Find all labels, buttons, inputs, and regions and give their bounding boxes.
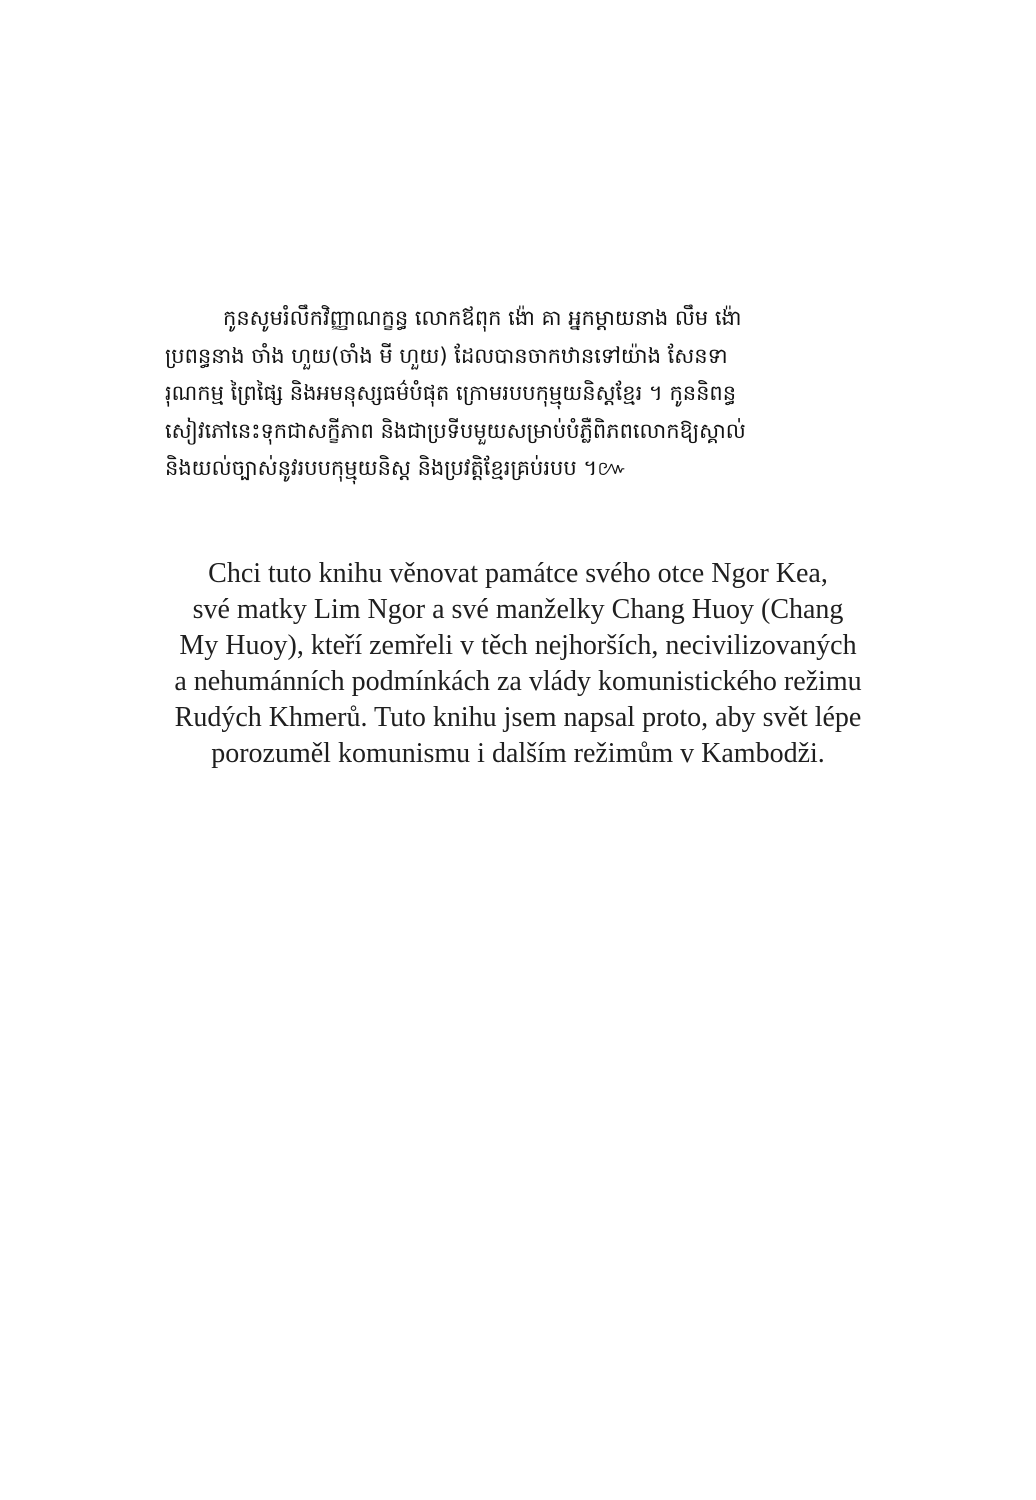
khmer-dedication xyxy=(165,300,865,488)
khmer-line: រុណកម្ម ព្រៃផ្សៃ និងអមនុស្សធម៌បំផុត ក្រោមរបបកុម្មុយនិស្តខ្មែរ ។ កូននិពន្ធ xyxy=(165,381,737,405)
khmer-line: កូនសូមរំលឹកវិញ្ញាណក្ខន្ធ លោកឪពុក ង៉ោ គា អ្នកម្ដាយនាង លឹម ង៉ោ xyxy=(223,306,742,330)
khmer-line: ប្រពន្ធនាង ចាំង ហួយ(ចាំង មី ហួយ) ដែលបានចាកឋានទៅយ៉ាង សែនទា xyxy=(165,343,728,368)
dedication-line: své matky Lim Ngor a své manželky Chang Huoy (Chang xyxy=(192,594,844,625)
dedication-line: Chci tuto knihu věnovat památce svého otce Ngor Kea, xyxy=(208,558,828,589)
dedication-line: My Huoy), kteří zemřeli v těch nejhorších, necivilizovaných xyxy=(179,630,857,661)
khmer-line: សៀវភៅនេះទុកជាសក្ខីភាព និងជាប្រទីបមួយសម្រាប់បំភ្លឺពិភពលោកឱ្យស្គាល់ xyxy=(165,418,746,443)
dedication-line: Rudých Khmerů. Tuto knihu jsem napsal proto, aby svět lépe xyxy=(174,702,862,733)
dedication-line: a nehumánních podmínkách za vlády komunistického režimu xyxy=(174,666,862,697)
dedication-line: porozuměl komunismu i dalším režimům v Kambodži. xyxy=(211,738,825,769)
khmer-line: និងយល់ច្បាស់នូវរបបកុម្មុយនិស្ត និងប្រវត្តិខ្មែរគ្រប់របប ។៚ xyxy=(165,456,627,480)
czech-dedication xyxy=(118,556,918,772)
